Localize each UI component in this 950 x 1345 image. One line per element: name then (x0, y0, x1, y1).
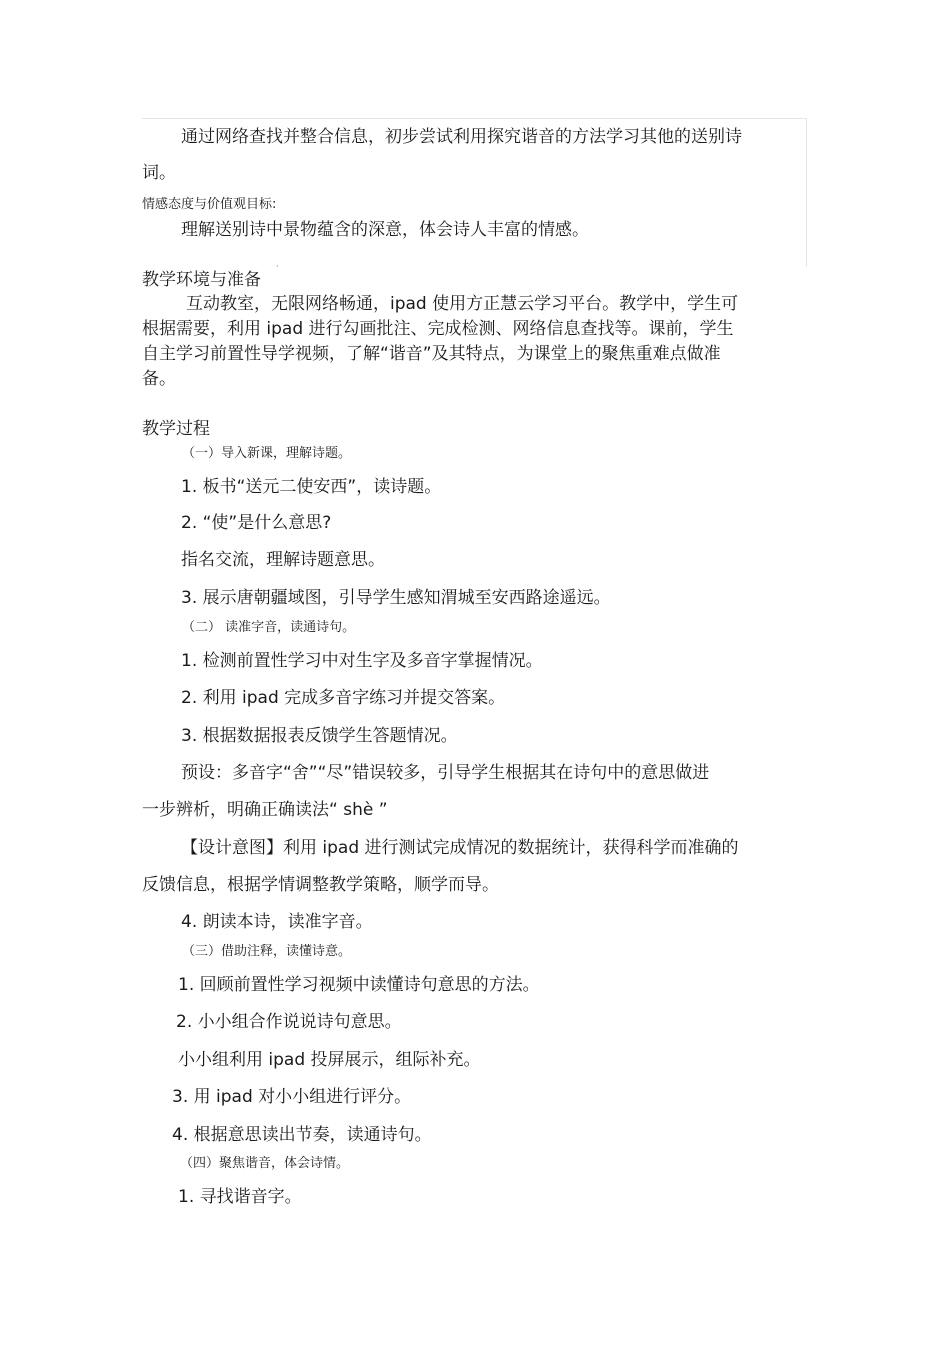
part4-title: （四）聚焦谐音，体会诗情。 (180, 1156, 350, 1171)
part1-item-2: 2. “使”是什么意思? (181, 513, 332, 533)
environment-heading: 教学环境与准备 (142, 270, 261, 290)
emotion-goal-text: 理解送别诗中景物蕴含的深意，体会诗人丰富的情感。 (181, 220, 589, 240)
part1-item-4: 3. 展示唐朝疆域图，引导学生感知渭城至安西路途遥远。 (181, 588, 611, 608)
part3-item-4: 3. 用 ipad 对小小组进行评分。 (172, 1087, 412, 1107)
part2-design-1: 【设计意图】利用 ipad 进行测试完成情况的数据统计，获得科学而准确的 (181, 838, 739, 858)
environment-line-2: 根据需要，利用 ipad 进行勾画批注、完成检测、网络信息查找等。课前，学生 (142, 319, 734, 339)
environment-line-1: 互动教室，无限网络畅通，ipad 使用方正慧云学习平台。教学中，学生可 (186, 294, 739, 314)
part2-design-2: 反馈信息，根据学情调整教学策略，顺学而导。 (142, 875, 499, 895)
part3-item-3: 小小组利用 ipad 投屏展示，组际补充。 (178, 1050, 481, 1070)
part2-item-4: 4. 朗读本诗，读准字音。 (181, 912, 373, 932)
part2-preset-1: 预设：多音字“舍”“尽”错误较多，引导学生根据其在诗句中的意思做进 (181, 763, 710, 783)
part2-title: （二） 读准字音，读通诗句。 (182, 620, 356, 635)
part3-item-2: 2. 小小组合作说说诗句意思。 (176, 1012, 402, 1032)
decorative-dot: · (276, 262, 279, 271)
part1-title: （一）导入新课，理解诗题。 (182, 446, 352, 461)
process-heading: 教学过程 (142, 419, 210, 439)
part2-item-3: 3. 根据数据报表反馈学生答题情况。 (181, 726, 458, 746)
part1-item-1: 1. 板书“送元二使安西”，读诗题。 (181, 477, 442, 497)
part3-item-1: 1. 回顾前置性学习视频中读懂诗句意思的方法。 (178, 975, 540, 995)
part3-item-5: 4. 根据意思读出节奏，读通诗句。 (172, 1125, 432, 1145)
environment-line-4: 备。 (142, 369, 176, 389)
part1-item-3: 指名交流，理解诗题意思。 (181, 550, 385, 570)
objective-line-2: 词。 (142, 163, 176, 183)
part4-item-1: 1. 寻找谐音字。 (178, 1187, 302, 1207)
part2-preset-2: 一步辨析，明确正确读法“ shè ” (142, 800, 388, 820)
emotion-goal-label: 情感态度与价值观目标: (142, 197, 277, 212)
part2-item-2: 2. 利用 ipad 完成多音字练习并提交答案。 (181, 688, 506, 708)
objective-line-1: 通过网络查找并整合信息，初步尝试利用探究谐音的方法学习其他的送别诗 (181, 127, 742, 147)
part2-item-1: 1. 检测前置性学习中对生字及多音字掌握情况。 (181, 651, 543, 671)
part3-title: （三）借助注释，读懂诗意。 (182, 944, 352, 959)
environment-line-3: 自主学习前置性导学视频，了解“谐音”及其特点，为课堂上的聚焦重难点做准 (142, 344, 721, 364)
